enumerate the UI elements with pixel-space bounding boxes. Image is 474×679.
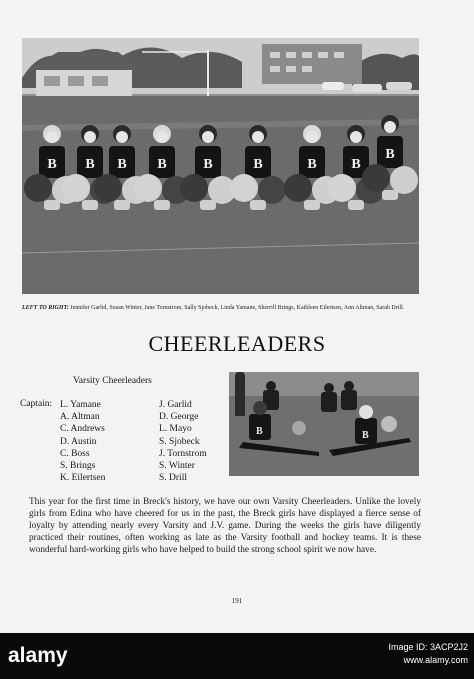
svg-text:B: B — [253, 157, 263, 172]
team-photo — [22, 38, 419, 294]
roster-name: J. Garlid — [159, 400, 192, 410]
watermark-logo: alamy — [8, 644, 68, 667]
action-photo-illustration — [229, 372, 419, 476]
svg-text:B: B — [362, 430, 369, 441]
roster-name: C. Andrews — [60, 424, 105, 435]
page-heading: CHEERLEADERS — [148, 331, 326, 356]
team-photo-illustration — [22, 38, 419, 294]
captain-label: Captain: — [20, 399, 53, 409]
roster-name: S. Drill — [159, 473, 187, 484]
roster-column-1 — [60, 399, 105, 484]
svg-text:B: B — [385, 147, 395, 162]
svg-text:B: B — [85, 157, 95, 172]
svg-text:B: B — [256, 426, 263, 437]
svg-text:B: B — [157, 157, 167, 172]
svg-text:B: B — [117, 157, 127, 172]
roster-name: C. Boss — [60, 448, 90, 459]
roster-name: D. Austin — [60, 436, 97, 447]
roster-name: J. Tornstrom — [159, 448, 207, 459]
roster-name: L. Mayo — [159, 424, 192, 435]
page-number: 191 — [231, 597, 243, 605]
action-photo — [229, 372, 419, 476]
roster-name: S. Sjobeck — [159, 436, 200, 447]
caption-lead: LEFT TO RIGHT: — [22, 305, 69, 311]
svg-text:B: B — [351, 157, 361, 172]
body-paragraph: This year for the first time in Breck's history, we have our own Varsity Cheerleaders. Unlike the lovely girls from Edina who have cheered for us in the past, the Breck girls have displayed a fierce sense of loyalty by attending nearly every Varsity and J.V. game. During the weeks the girls have diligently practiced their routines, often working as late as the Varsity football and hockey teams. It is these wonderful hard-working girls who have helped to build the strong school spirit we now have. — [29, 497, 421, 555]
watermark-url: www.alamy.com — [403, 655, 468, 665]
roster-name: K. Eilertsen — [60, 473, 106, 484]
roster-name: A. Altman — [60, 412, 100, 423]
roster-name: S. Winter — [159, 461, 195, 472]
watermark-id-block — [284, 641, 468, 667]
roster-name: S. Brings — [60, 461, 96, 472]
watermark-image-id: Image ID: 3ACP2J2 — [388, 642, 468, 652]
subheading: Varsity Cheerleaders — [73, 376, 152, 386]
svg-text:B: B — [203, 157, 213, 172]
roster-column-2 — [159, 399, 207, 484]
roster-name: L. Yamane — [60, 400, 101, 410]
svg-text:B: B — [47, 157, 57, 172]
caption-names: Jennifer Garlid, Susan Winter, Jane Tornstrom, Sally Sjobeck, Linda Yamane, Sherrill Brings, Kathleen Eilertsen, Ann Altman, Sarah Drill. — [70, 305, 405, 311]
photo-caption — [22, 304, 422, 312]
roster-name: D. George — [159, 412, 199, 423]
svg-text:B: B — [307, 157, 317, 172]
